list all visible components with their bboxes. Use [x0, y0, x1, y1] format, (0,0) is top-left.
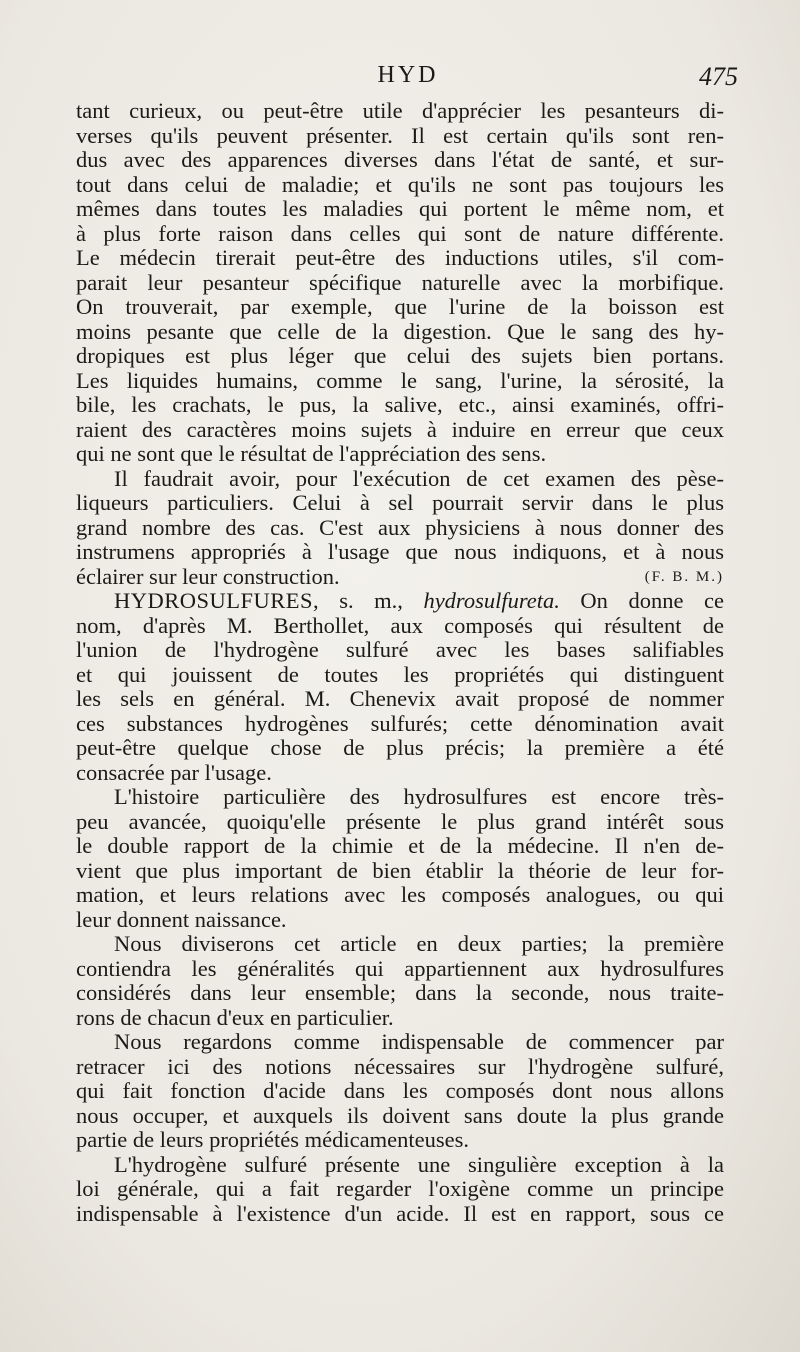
- text-line: et qui jouissent de toutes les propriétés qui distinguent: [76, 661, 724, 687]
- text-line-content: On donne ce: [559, 588, 724, 613]
- entry-headword: HYDROSULFURES: [114, 588, 314, 613]
- text-line: le double rapport de la chimie et de la médecine. Il n'en de-: [76, 833, 724, 858]
- text-line: Il faudrait avoir, pour l'exécution de cet examen des pèse-: [114, 465, 724, 491]
- entry-heading-line: [76, 589, 724, 614]
- text-line: loi générale, qui a fait regarder l'oxigène comme un principe: [76, 1176, 724, 1201]
- text-line: parait leur pesanteur spécifique naturelle avec la morbifique.: [76, 269, 724, 295]
- text-line-content: éclairer sur leur construction.: [76, 563, 340, 589]
- text-line: peu avancée, quoiqu'elle présente le plus grand intérêt sous: [76, 808, 724, 834]
- text-line: considérés dans leur ensemble; dans la seconde, nous traite-: [76, 980, 724, 1005]
- text-line: tant curieux, ou peut-être utile d'apprécier les pesanteurs di-: [76, 98, 724, 123]
- paragraph: [76, 1030, 724, 1153]
- text-line: qui ne sont que le résultat de l'appréciation des sens.: [76, 441, 547, 466]
- text-line: tout dans celui de maladie; et qu'ils ne sont pas toujours les: [76, 171, 724, 197]
- text-line: liqueurs particuliers. Celui à sel pourrait servir dans le plus: [76, 490, 724, 515]
- text-line: consacrée par l'usage.: [76, 759, 272, 785]
- paragraph: [76, 589, 724, 785]
- author-signature: (F. B. M.): [644, 568, 724, 585]
- text-line: nous occuper, et auxquels ils doivent sans doute la plus grande: [76, 1102, 724, 1128]
- text-line: contiendra les généralités qui appartiennent aux hydrosulfures: [76, 955, 724, 981]
- text-line: verses qu'ils peuvent présenter. Il est certain qu'ils sont ren-: [76, 122, 724, 148]
- text-line: l'union de l'hydrogène sulfuré avec les bases salifiables: [76, 637, 724, 662]
- text-line: à plus forte raison dans celles qui sont de nature différente.: [76, 220, 724, 246]
- text-line: grand nombre des cas. C'est aux physiciens à nous donner des: [76, 514, 724, 540]
- text-line: instrumens appropriés à l'usage que nous indiquons, et à nous: [76, 539, 724, 564]
- text-line: Les liquides humains, comme le sang, l'urine, la sérosité, la: [76, 367, 724, 393]
- text-line: les sels en général. M. Chenevix avait proposé de nommer: [76, 686, 724, 711]
- entry-latin-term: hydrosulfureta.: [423, 588, 560, 613]
- paragraph: [76, 467, 724, 590]
- text-line: Nous diviserons cet article en deux parties; la première: [114, 931, 724, 956]
- text-line: L'hydrogène sulfuré présente une singulière exception à la: [114, 1151, 724, 1177]
- paragraph: [76, 99, 724, 467]
- text-line: qui fait fonction d'acide dans les composés dont nous allons: [76, 1078, 724, 1103]
- page-number: 475: [699, 62, 738, 91]
- paragraph: [76, 1153, 724, 1227]
- paragraph: [76, 932, 724, 1030]
- page-header: [78, 62, 738, 102]
- text-line: leur donnent naissance.: [76, 906, 287, 932]
- text-line: rons de chacun d'eux en particulier.: [76, 1004, 394, 1030]
- text-line: mation, et leurs relations avec les composés analogues, ou qui: [76, 882, 724, 907]
- paragraph: [76, 785, 724, 932]
- running-head: HYD: [377, 62, 439, 88]
- text-line: nom, d'après M. Berthollet, aux composés qui résultent de: [76, 612, 724, 638]
- text-line: peut-être quelque chose de plus précis; la première a été: [76, 735, 724, 760]
- text-line: ces substances hydrogènes sulfurés; cette dénomination avait: [76, 710, 724, 736]
- page-body: [76, 99, 724, 1226]
- text-line: Le médecin tirerait peut-être des inductions utiles, s'il com-: [76, 245, 724, 270]
- text-line: dropiques est plus léger que celui des sujets bien portans.: [76, 343, 724, 368]
- text-line: indispensable à l'existence d'un acide. Il est en rapport, sous ce: [76, 1200, 724, 1226]
- text-line: bile, les crachats, le pus, la salive, etc., ainsi examinés, offri-: [76, 392, 724, 417]
- text-line: retracer ici des notions nécessaires sur l'hydrogène sulfuré,: [76, 1053, 724, 1079]
- text-line: L'histoire particulière des hydrosulfures est encore très-: [114, 784, 724, 809]
- text-line: On trouverait, par exemple, que l'urine de la boisson est: [76, 294, 724, 319]
- text-line: moins pesante que celle de la digestion. Que le sang des hy-: [76, 318, 724, 344]
- text-line: Nous regardons comme indispensable de commencer par: [114, 1029, 724, 1054]
- text-line: partie de leurs propriétés médicamenteuses.: [76, 1127, 469, 1152]
- text-line: [76, 565, 724, 590]
- entry-grammar: , s. m.,: [313, 588, 424, 613]
- text-line: dus avec des apparences diverses dans l'état de santé, et sur-: [76, 147, 724, 172]
- text-line: mêmes dans toutes les maladies qui portent le même nom, et: [76, 196, 724, 221]
- text-line: vient que plus important de bien établir la théorie de leur for-: [76, 857, 724, 883]
- text-line: raient des caractères moins sujets à induire en erreur que ceux: [76, 416, 724, 442]
